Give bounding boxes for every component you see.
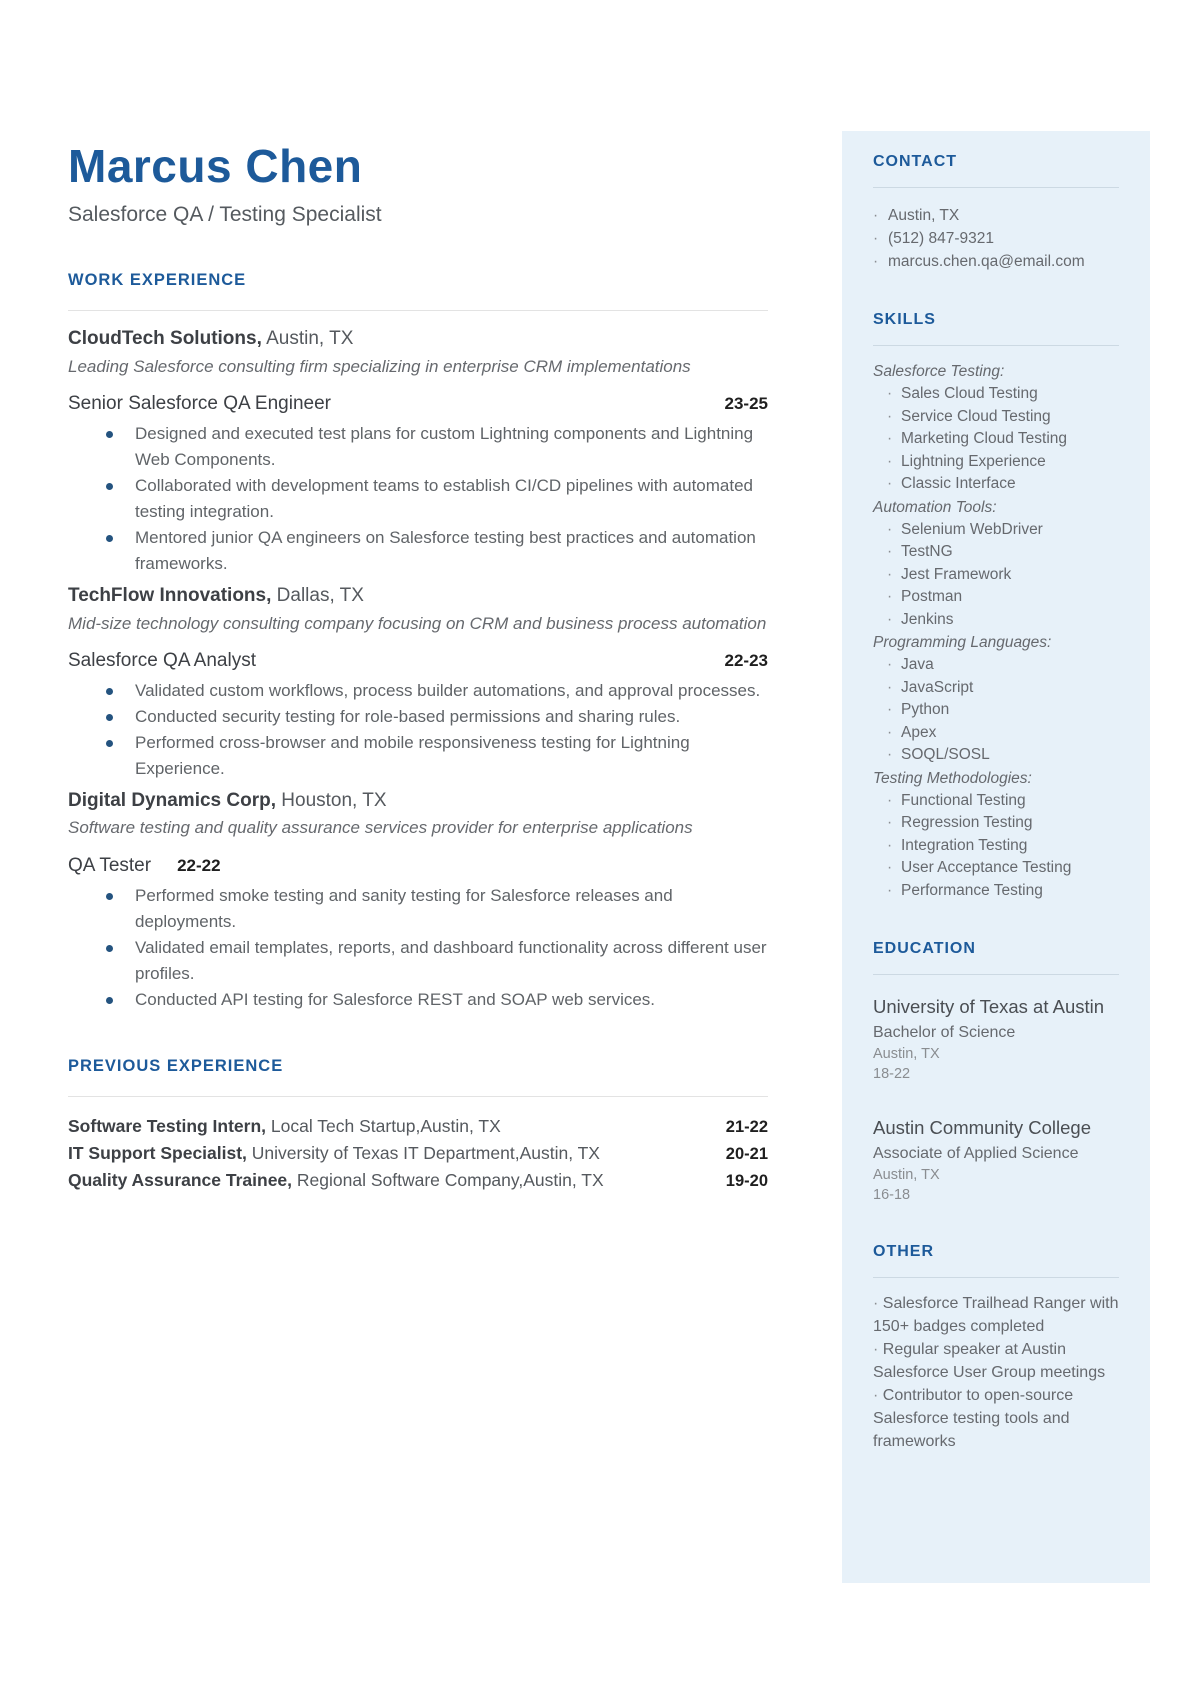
previous-experience-row	[68, 1113, 768, 1140]
role-dates: 22-22	[177, 856, 221, 876]
skill-item: · Service Cloud Testing	[873, 406, 1119, 429]
previous-role	[68, 1167, 604, 1193]
company-description: Leading Salesforce consulting firm specializing in enterprise CRM implementations	[68, 356, 691, 376]
skill-item: · SOQL/SOSL	[873, 744, 1119, 767]
skill-list	[873, 654, 1119, 767]
other-item: · Regular speaker at Austin Salesforce User Group meetings	[873, 1338, 1119, 1384]
bullet-item: Conducted API testing for Salesforce REST and SOAP web services.	[68, 987, 768, 1013]
other-item: · Contributor to open-source Salesforce testing tools and frameworks	[873, 1384, 1119, 1453]
bullet-item: Mentored junior QA engineers on Salesforce testing best practices and automation frameworks.	[68, 525, 768, 577]
role-bullet-list	[68, 678, 768, 782]
previous-role-title: Quality Assurance Trainee,	[68, 1169, 293, 1190]
skill-item: · Java	[873, 654, 1119, 677]
skill-item: · Lightning Experience	[873, 451, 1119, 474]
previous-role-org: University of Texas IT Department,Austin, TX	[246, 1142, 600, 1163]
company-header	[68, 583, 768, 609]
school-dates: 18-22	[873, 1066, 911, 1082]
previous-role	[68, 1140, 600, 1166]
school-name: Austin Community College	[873, 1117, 1091, 1138]
school-dates: 16-18	[873, 1187, 911, 1203]
sidebar-heading-contact: CONTACT	[873, 153, 958, 170]
skill-list	[873, 383, 1119, 496]
previous-role-org: Regional Software Company,Austin, TX	[292, 1169, 604, 1190]
contact-email: · marcus.chen.qa@email.com	[873, 250, 1119, 273]
company-header	[68, 788, 768, 814]
previous-role-org: Local Tech Startup,Austin, TX	[266, 1115, 501, 1136]
role-dates: 22-23	[724, 651, 768, 671]
sidebar-section-contact	[873, 153, 1119, 273]
skill-group-label: Programming Languages:	[873, 634, 1052, 651]
role-title: Senior Salesforce QA Engineer	[68, 393, 331, 415]
bullet-item: Designed and executed test plans for custom Lightning components and Lightning Web Components.	[68, 421, 768, 473]
company-location: Houston, TX	[276, 789, 387, 811]
section-heading-work-experience: WORK EXPERIENCE	[68, 270, 247, 289]
contact-list	[873, 204, 1119, 273]
role-header	[68, 854, 768, 879]
company-name: Digital Dynamics Corp,	[68, 789, 276, 811]
skill-item: · Performance Testing	[873, 880, 1119, 903]
education-entry	[873, 993, 1119, 1084]
skill-item: · Jenkins	[873, 609, 1119, 632]
section-divider	[68, 1096, 768, 1097]
company-header	[68, 326, 768, 352]
education-entry	[873, 1114, 1119, 1205]
role-title: Salesforce QA Analyst	[68, 650, 256, 672]
role-bullet-list	[68, 883, 768, 1013]
school-degree: Bachelor of Science	[873, 1024, 1016, 1041]
bullet-item: Performed smoke testing and sanity testing for Salesforce releases and deployments.	[68, 883, 768, 935]
skill-item: · Sales Cloud Testing	[873, 383, 1119, 406]
person-name: Marcus Chen	[68, 140, 363, 192]
skill-item: · User Acceptance Testing	[873, 857, 1119, 880]
company-name: TechFlow Innovations,	[68, 584, 272, 606]
role-bullet-list	[68, 421, 768, 577]
skill-item: · Python	[873, 699, 1119, 722]
person-job-title: Salesforce QA / Testing Specialist	[68, 202, 382, 226]
school-location: Austin, TX	[873, 1046, 940, 1062]
company-location: Austin, TX	[261, 327, 354, 349]
sidebar-divider	[873, 345, 1119, 346]
previous-experience-row	[68, 1167, 768, 1194]
skill-groups	[873, 360, 1119, 902]
sidebar-heading-education: EDUCATION	[873, 940, 976, 957]
previous-role-title: IT Support Specialist,	[68, 1142, 247, 1163]
role-dates: 23-25	[724, 394, 768, 414]
previous-role-title: Software Testing Intern,	[68, 1115, 267, 1136]
previous-role-dates: 19-20	[725, 1171, 768, 1190]
skill-item: · Integration Testing	[873, 835, 1119, 858]
contact-phone: · (512) 847-9321	[873, 227, 1119, 250]
skill-item: · Regression Testing	[873, 812, 1119, 835]
other-item: · Salesforce Trailhead Ranger with 150+ badges completed	[873, 1292, 1119, 1338]
skill-item: · Selenium WebDriver	[873, 519, 1119, 542]
sidebar-heading-skills: SKILLS	[873, 311, 936, 328]
bullet-item: Performed cross-browser and mobile responsiveness testing for Lightning Experience.	[68, 730, 768, 782]
sidebar-divider	[873, 1277, 1119, 1278]
previous-role-dates: 21-22	[725, 1117, 768, 1136]
school-location: Austin, TX	[873, 1167, 940, 1183]
skill-item: · Functional Testing	[873, 790, 1119, 813]
company-description: Software testing and quality assurance services provider for enterprise applications	[68, 818, 693, 838]
school-name: University of Texas at Austin	[873, 996, 1105, 1017]
sidebar-heading-other: OTHER	[873, 1243, 934, 1260]
sidebar-section-other	[873, 1243, 1119, 1453]
previous-role	[68, 1113, 501, 1139]
role-header	[68, 392, 768, 417]
skill-group-label: Testing Methodologies:	[873, 769, 1032, 787]
bullet-item: Validated email templates, reports, and dashboard functionality across different user profiles.	[68, 935, 768, 987]
bullet-item: Collaborated with development teams to establish CI/CD pipelines with automated testing integration.	[68, 473, 768, 525]
sidebar-section-skills	[873, 311, 1119, 902]
company-name: CloudTech Solutions,	[68, 327, 262, 349]
skill-item: · TestNG	[873, 541, 1119, 564]
skill-list	[873, 519, 1119, 632]
section-divider	[68, 310, 768, 311]
skill-item: · Classic Interface	[873, 473, 1119, 496]
company-location: Dallas, TX	[271, 584, 364, 606]
skill-list	[873, 790, 1119, 903]
section-heading-previous-experience: PREVIOUS EXPERIENCE	[68, 1056, 284, 1075]
skill-item: · JavaScript	[873, 677, 1119, 700]
sidebar-divider	[873, 187, 1119, 188]
role-header	[68, 649, 768, 674]
sidebar	[842, 131, 1150, 1583]
previous-experience-list	[68, 1113, 768, 1194]
other-list	[873, 1292, 1119, 1453]
role-title: QA Tester	[68, 855, 152, 877]
company-description: Mid-size technology consulting company focusing on CRM and business process automation	[68, 613, 767, 633]
previous-experience-row	[68, 1140, 768, 1167]
bullet-item: Conducted security testing for role-based permissions and sharing rules.	[68, 704, 768, 730]
bullet-item: Validated custom workflows, process builder automations, and approval processes.	[68, 678, 768, 704]
sidebar-section-education	[873, 940, 1119, 1205]
skill-item: · Jest Framework	[873, 564, 1119, 587]
contact-location: · Austin, TX	[873, 204, 1119, 227]
skill-item: · Marketing Cloud Testing	[873, 428, 1119, 451]
sidebar-divider	[873, 974, 1119, 975]
skill-group-label: Salesforce Testing:	[873, 363, 1005, 380]
skill-item: · Apex	[873, 722, 1119, 745]
skill-item: · Postman	[873, 586, 1119, 609]
main-column	[68, 140, 768, 1194]
skill-group-label: Automation Tools:	[873, 498, 997, 516]
school-degree: Associate of Applied Science	[873, 1145, 1079, 1162]
previous-role-dates: 20-21	[725, 1144, 768, 1163]
